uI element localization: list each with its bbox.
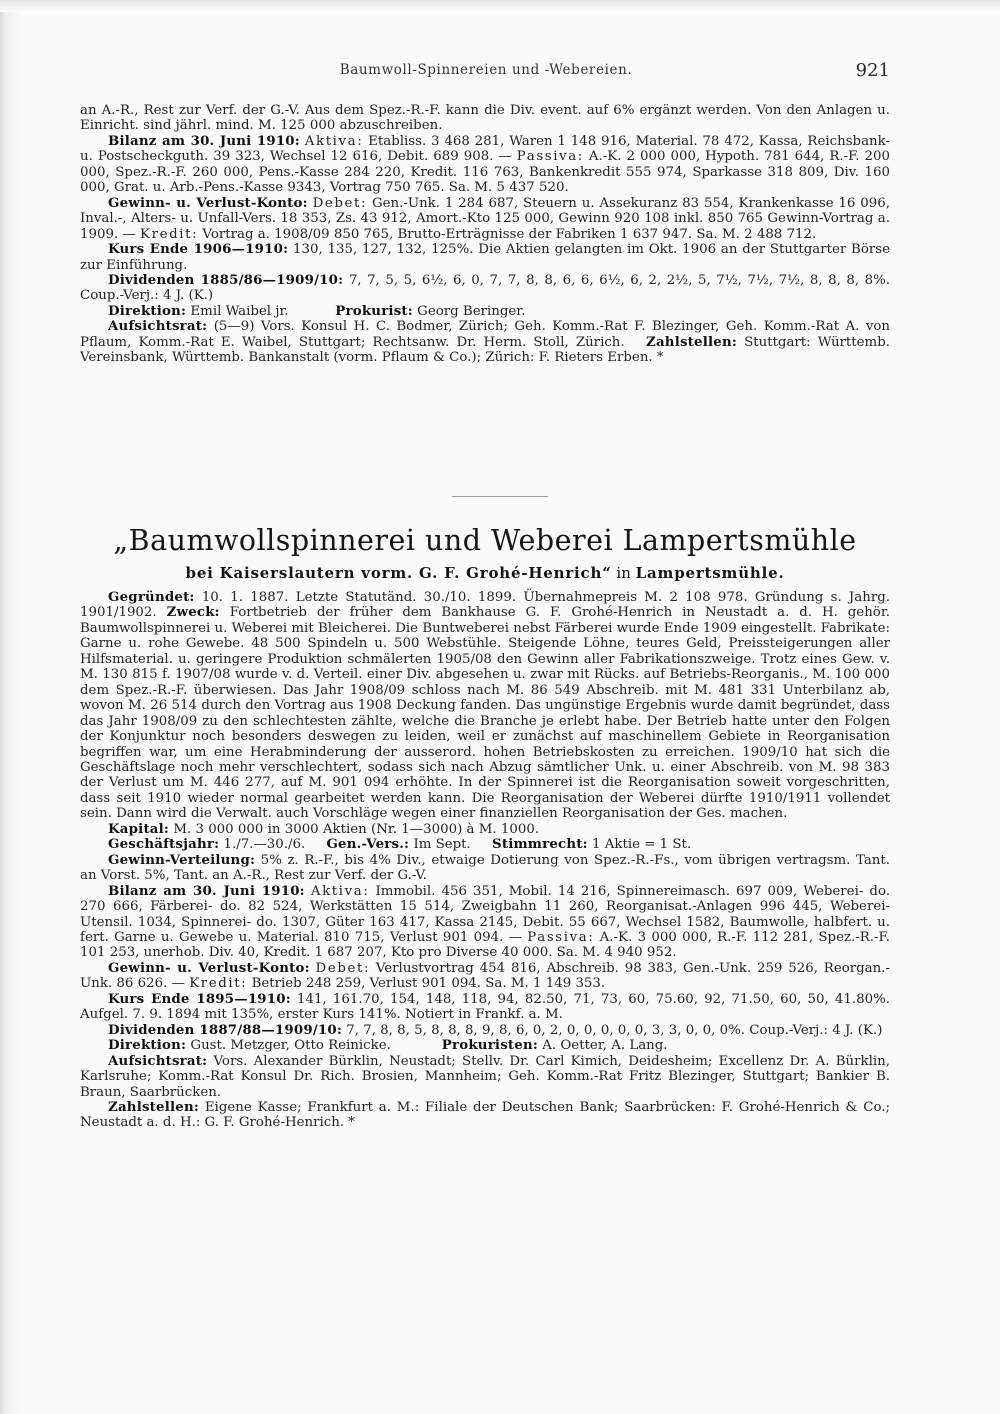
prokurist-text: Georg Beringer. bbox=[417, 303, 526, 319]
zahlstellen-label: Zahlstellen: bbox=[108, 1098, 199, 1115]
kapital-label: Kapital: bbox=[108, 820, 170, 837]
entry-stuttgart-continued bbox=[80, 103, 890, 366]
kredit-text: Betrieb 248 259, Verlust 901 094. Sa. M. 1 149 353. bbox=[251, 976, 606, 992]
stimmrecht-label: Stimmrecht: bbox=[492, 836, 588, 853]
page-shadow-left bbox=[0, 0, 22, 1414]
dividenden-text: 7, 7, 8, 8, 5, 8, 8, 8, 9, 8, 6, 0, 2, 0, 0, 0, 0, 0, 3, 3, 0, 0, 0%. Coup.-Verj.: 4 J. (K.) bbox=[346, 1022, 883, 1038]
bilanz-label: Bilanz am 30. Juni 1910: bbox=[108, 882, 305, 899]
direktion-label: Direktion: bbox=[108, 302, 187, 319]
kapital-text: M. 3 000 000 in 3000 Aktien (Nr. 1—3000) à M. 1000. bbox=[173, 821, 540, 837]
passiva-text: A.-K. 3 000 000, R.-F. 112 281, Spez.-R.-F. 101 253, unerhob. Div. 40, Kredit. 1 687 207, Kto pro Diverse 40 000. Sa. M. 4 940 952. bbox=[80, 929, 890, 961]
kredit-word: Kredit: bbox=[189, 976, 248, 992]
entry-lampertsmuehle bbox=[80, 590, 890, 1131]
aufsichtsrat-label: Aufsichtsrat: bbox=[108, 1052, 208, 1069]
company-subtitle-place: Lampertsmühle. bbox=[635, 564, 785, 582]
debet-text: Verlustvortrag 454 816, Abschreib. 98 383, Gen.-Unk. 259 526, Reorgan.-Unk. 86 626. — bbox=[80, 960, 890, 992]
entry1-direktion bbox=[80, 304, 890, 319]
gewinn-verteilung-text: 5% z. R.-F., bis 4% Div., etwaige Dotierung von Spez.-R.-Fs., vom übrigen vertragsm. Tant. an Vorst. 5%, Tant. an A.-R., Rest zur Verf. der G.-V. bbox=[80, 852, 890, 884]
prokurist-label: Prokurist: bbox=[335, 302, 413, 319]
entry1-kurs bbox=[80, 242, 890, 273]
gen-vers-text: Im Sept. bbox=[413, 837, 471, 853]
page-shadow-top bbox=[0, 0, 1000, 12]
entry2-zahlstellen bbox=[80, 1100, 890, 1131]
aufsichtsrat-text: Vors. Alexander Bürklin, Neustadt; Stellv. Dr. Carl Kimich, Deidesheim; Excellenz Dr. A. Bürklin, Karlsruhe; Komm.-Rat Konsul Dr. Rich. Brosien, Mannheim; Geh. Komm.-Rat Fritz Blezinger, Stuttgart; Bankier B. Braun, Saarbrücken. bbox=[80, 1053, 890, 1100]
geschaeftsjahr-text: 1./7.—30./6. bbox=[223, 837, 306, 853]
entry2-dividenden bbox=[80, 1023, 890, 1038]
company-title: „Baumwollspinnerei und Weberei Lampertsmühle bbox=[113, 524, 857, 557]
zahlstellen-label: Zahlstellen: bbox=[646, 333, 737, 350]
section-divider bbox=[452, 496, 548, 497]
zahlstellen-text: Stuttgart: Württemb. Vereinsbank, Württemb. Bankanstalt (vorm. Pflaum & Co.); Zürich: F. Rieters Erben. * bbox=[80, 334, 890, 366]
kredit-text: Vortrag a. 1908/09 850 765, Brutto-Erträgnisse der Fabriken 1 637 947. Sa. M. 2 488 712. bbox=[202, 226, 817, 242]
debet-word: Debet: bbox=[312, 195, 368, 211]
gv-label: Gewinn- u. Verlust-Konto: bbox=[108, 194, 308, 211]
zahlstellen-text: Eigene Kasse; Frankfurt a. M.: Filiale der Deutschen Bank; Saarbrücken: F. Grohé-Henrich & Co.; Neustadt a. d. H.: G. F. Grohé-Henrich. * bbox=[80, 1099, 890, 1131]
passiva-word: Passiva: bbox=[516, 149, 584, 165]
entry1-dividenden bbox=[80, 273, 890, 304]
gv-label: Gewinn- u. Verlust-Konto: bbox=[108, 959, 310, 976]
running-head: Baumwoll-Spinnereien und -Webereien. bbox=[339, 62, 633, 78]
stimmrecht-text: 1 Aktie = 1 St. bbox=[592, 837, 692, 853]
aktiva-word: Aktiva: bbox=[304, 133, 364, 149]
entry1-bilanz bbox=[80, 134, 890, 196]
kurs-text: 130, 135, 127, 132, 125%. Die Aktien gelangten im Okt. 1906 an der Stuttgarter Börse zur Einführung. bbox=[80, 242, 890, 273]
entry1-gewinn-verlust bbox=[80, 196, 890, 242]
entry2-gewinn-verteilung bbox=[80, 853, 890, 884]
page-header bbox=[80, 62, 892, 86]
entry2-gegruendet bbox=[80, 590, 890, 822]
kurs-label: Kurs Ende 1895—1910: bbox=[108, 990, 291, 1007]
entry2-direktion bbox=[80, 1038, 890, 1053]
gen-vers-label: Gen.-Vers.: bbox=[326, 836, 410, 853]
dividenden-text: 7, 7, 5, 5, 6½, 6, 0, 7, 7, 8, 8, 6, 6, 6½, 6, 2, 2½, 5, 7½, 7½, 7½, 8, 8, 8, 8%. Coup.-Verj.: 4 J. (K.) bbox=[80, 272, 891, 304]
prokuristen-label: Prokuristen: bbox=[441, 1037, 538, 1054]
geschaeftsjahr-label: Geschäftsjahr: bbox=[108, 836, 220, 853]
zweck-text: Fortbetrieb der früher dem Bankhause G. F. Grohé-Henrich in Neustadt a. d. H. gehör. Baumwollspinnerei u. Weberei mit Bleicherei. Die Buntweberei nebst Färberei wurde Ende 1909 eingestellt. Fabrikate: Garne u. rohe Gewebe. 48 500 Spindeln u. 500 Webstühle. Steigende Löhne, teures Geld, Preissteigerungen aller Hilfsmaterial. u. geringere Produktion schmälerten 1905/08 den Gewinn aller Fabrikationszweige. Trotz eines Gew. v. M. 130 815 f. 1907/08 wurde v. d. Verteil. einer Div. abgesehen u. zwar mit Rücks. auf Betriebs-Reorganis., M. 100 000 dem Spez.-R.-F. überwiesen. Das Jahr 1908/09 schloss nach M. 86 549 Abschreib. mit M. 481 331 Unterbilanz ab, wovon M. 26 514 durch den Vortrag aus 1908 Deckung fanden. Das ungünstige Ergebnis wurde damit begründet, dass das Jahr 1908/09 zu den schlechtesten zählte, welche die Branche je erlebt habe. Der Betrieb hatte unter den Folgen der Konjunktur noch besonders deswegen zu leiden, weil er zunächst auf maschinellem Gebiete in Reorganisation begriffen war, um eine Herabminderung der ausserord. hohen Betriebskosten zu erreichen. 1909/10 hat sich die Geschäftslage noch mehr verschlechtert, sodass sich nach Abzug sämtlicher Unk. u. einer Abschreib. von M. 98 383 der Verlust um M. 446 277, auf M. 901 094 erhöhte. In der Spinnerei ist die Reorganisation soweit vorgeschritten, dass seit 1910 wieder normal gearbeitet werden kann. Die Reorganisation der Weberei dürfte 1910/1911 vollendet sein. Dann wird die Verwalt. auch Vorschläge wegen einer finanziellen Reorganisation der Ges. machen. bbox=[80, 605, 890, 822]
aufsichtsrat-text: (5—9) Vors. Konsul H. C. Bodmer, Zürich; Geh. Komm.-Rat F. Blezinger, Geh. Komm.-Rat A. von Pflaum, Komm.-Rat E. Waibel, Stuttgart; Rechtsanw. Dr. Herm. Stoll, Zürich. bbox=[80, 319, 890, 350]
company-subtitle-in: in bbox=[616, 564, 631, 582]
dividenden-label: Dividenden 1885/86—1909/10: bbox=[108, 271, 344, 288]
aufsichtsrat-label: Aufsichtsrat: bbox=[108, 318, 208, 335]
zweck-label: Zweck: bbox=[166, 604, 220, 621]
debet-text: Gen.-Unk. 1 284 687, Steuern u. Assekuranz 83 554, Krankenkasse 16 096, Inval.-, Alters- u. Unfall-Vers. 18 353, Zs. 43 912, Amort.-Kto 125 000, Gewinn 920 108 inkl. 850 765 Gewinn-Vortrag a. 1909. — bbox=[80, 195, 890, 242]
entry2-bilanz bbox=[80, 884, 890, 961]
direktion-text: Gust. Metzger, Otto Reinicke. bbox=[190, 1038, 391, 1054]
kurs-label: Kurs Ende 1906—1910: bbox=[108, 241, 289, 258]
dividenden-label: Dividenden 1887/88—1909/10: bbox=[108, 1021, 342, 1038]
entry2-aufsichtsrat bbox=[80, 1054, 890, 1100]
prokuristen-text: A. Oetter, A. Lang. bbox=[542, 1038, 668, 1054]
direktion-text: Emil Waibel jr. bbox=[190, 303, 289, 319]
gegruendet-label: Gegründet: bbox=[108, 589, 195, 605]
entry2-kurs bbox=[80, 992, 890, 1023]
aktiva-word: Aktiva: bbox=[310, 883, 370, 899]
entry2-kapital bbox=[80, 822, 890, 837]
page-number: 921 bbox=[855, 60, 890, 81]
entry2-gewinn-verlust bbox=[80, 961, 890, 992]
passiva-word: Passiva: bbox=[527, 929, 595, 945]
direktion-label: Direktion: bbox=[108, 1037, 187, 1054]
passiva-text: A.-K. 2 000 000, Hypoth. 781 644, R.-F. 200 000, Spez.-R.-F. 260 000, Pens.-Kasse 284 220, Kredit. 116 763, Bankenkredit 555 974, Sparkasse 318 809, Div. 160 000, Grat. u. Arb.-Pens.-Kasse 9343, Vortrag 750 765. Sa. M. 5 437 520. bbox=[80, 149, 891, 196]
debet-word: Debet: bbox=[315, 960, 371, 976]
entry1-intro: an A.-R., Rest zur Verf. der G.-V. Aus dem Spez.-R.-F. kann die Div. event. auf 6% ergänzt werden. Von den Anlagen u. Einricht. sind jährl. mind. M. 125 000 abzuschreiben. bbox=[80, 103, 890, 134]
gewinn-verteilung-label: Gewinn-Verteilung: bbox=[108, 851, 256, 868]
bilanz-label: Bilanz am 30. Juni 1910: bbox=[108, 132, 300, 149]
aktiva-text: Etabliss. 3 468 281, Waren 1 148 916, Material. 78 472, Kassa, Reichsbank- u. Postscheckguth. 39 323, Wechsel 12 616, Debit. 689 908. — bbox=[80, 133, 891, 165]
company-subtitle-bold: bei Kaiserslautern vorm. G. F. Grohé-Henrich“ bbox=[185, 564, 612, 582]
entry2-geschaeftsjahr bbox=[80, 837, 890, 852]
gegruendet-text: 10. 1. 1887. Letzte Statutänd. 30./10. 1899. Übernahmepreis M. 2 108 978. Gründung s. Jahrg. 1901/1902. bbox=[80, 590, 890, 621]
entry1-aufsichtsrat bbox=[80, 319, 890, 365]
company-subtitle bbox=[80, 564, 890, 582]
kurs-text: 141, 161.70, 154, 148, 118, 94, 82.50, 71, 73, 60, 75.60, 92, 71.50, 60, 50, 41.80%. Aufgel. 7. 9. 1894 mit 135%, erster Kurs 141%. Notiert in Frankf. a. M. bbox=[80, 991, 890, 1023]
aktiva-text: Immobil. 456 351, Mobil. 14 216, Spinnereimasch. 697 009, Weberei- do. 270 666, Färberei- do. 82 524, Werkstätten 15 514, Zweigbahn 11 260, Reorganisat.-Anlagen 996 445, Weberei-Utensil. 1034, Spinnerei- do. 1307, Güter 163 417, Kassa 2145, Debit. 55 667, Wechsel 1582, Baumwolle, halbfert. u. fert. Garne u. Gewebe u. Material. 810 715, Verlust 901 094. — bbox=[80, 883, 890, 945]
kredit-word: Kredit: bbox=[140, 226, 199, 242]
